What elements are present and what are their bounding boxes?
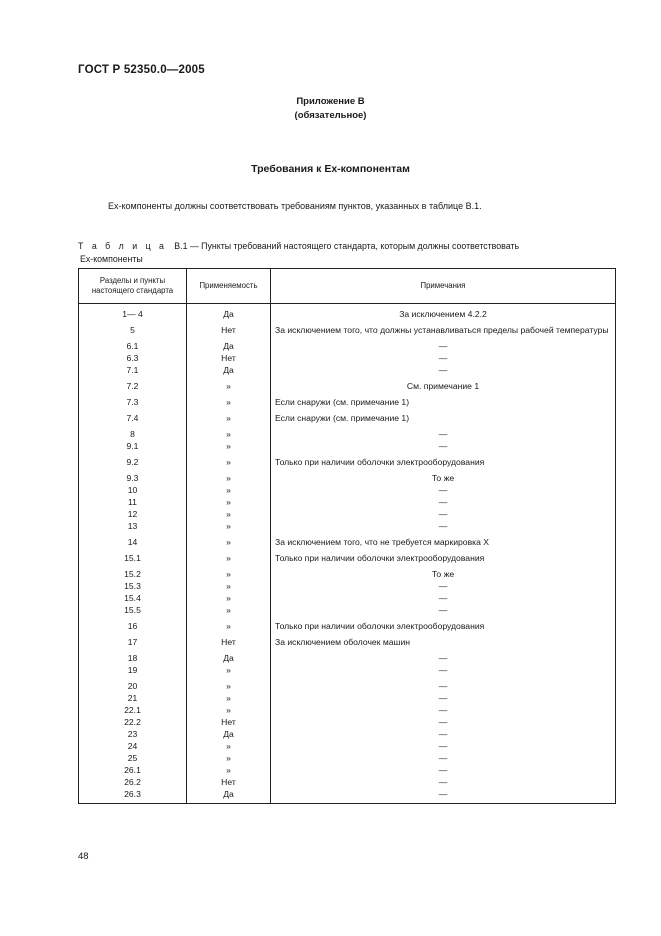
table-row — [79, 497, 616, 509]
column-header-section: Разделы и пункты настоящего стандарта — [79, 269, 187, 304]
cell-applicability: » — [187, 393, 271, 409]
cell-applicability: » — [187, 521, 271, 533]
table-row — [79, 337, 616, 353]
table-row — [79, 485, 616, 497]
cell-note: — — [271, 741, 616, 753]
cell-section: 20 — [79, 677, 187, 693]
cell-section: 7.2 — [79, 377, 187, 393]
requirements-table — [78, 268, 616, 804]
cell-section: 9.2 — [79, 453, 187, 469]
table-row — [79, 353, 616, 365]
cell-note: Только при наличии оболочки электрооборудования — [271, 549, 616, 565]
table-row — [79, 705, 616, 717]
table-caption-text: В.1 — Пункты требований настоящего стандарта, которым должны соответствовать — [174, 241, 520, 251]
table-row — [79, 633, 616, 649]
cell-section: 22.2 — [79, 717, 187, 729]
cell-note: — — [271, 497, 616, 509]
cell-section: 7.1 — [79, 365, 187, 377]
table-row — [79, 741, 616, 753]
cell-note: — — [271, 365, 616, 377]
cell-section: 15.1 — [79, 549, 187, 565]
table-row — [79, 789, 616, 804]
cell-applicability: » — [187, 409, 271, 425]
cell-note: — — [271, 509, 616, 521]
cell-section: 26.1 — [79, 765, 187, 777]
table-caption-label: Т а б л и ц а — [78, 241, 167, 251]
cell-applicability: » — [187, 705, 271, 717]
table-row — [79, 441, 616, 453]
cell-note: — — [271, 677, 616, 693]
cell-section: 18 — [79, 649, 187, 665]
cell-applicability: Нет — [187, 353, 271, 365]
table-row — [79, 521, 616, 533]
cell-applicability: Да — [187, 729, 271, 741]
cell-applicability: » — [187, 497, 271, 509]
cell-section: 11 — [79, 497, 187, 509]
cell-applicability: » — [187, 593, 271, 605]
cell-applicability: » — [187, 377, 271, 393]
cell-applicability: » — [187, 765, 271, 777]
cell-note: За исключением 4.2.2 — [271, 304, 616, 322]
table-row — [79, 677, 616, 693]
page-number: 48 — [78, 851, 89, 862]
cell-applicability: » — [187, 441, 271, 453]
cell-section: 14 — [79, 533, 187, 549]
cell-section: 7.4 — [79, 409, 187, 425]
appendix-status: (обязательное) — [294, 110, 367, 121]
cell-section: 13 — [79, 521, 187, 533]
table-row — [79, 581, 616, 593]
cell-applicability: Да — [187, 304, 271, 322]
table-row — [79, 605, 616, 617]
cell-applicability: » — [187, 677, 271, 693]
cell-section: 15.4 — [79, 593, 187, 605]
cell-section: 21 — [79, 693, 187, 705]
table-row — [79, 665, 616, 677]
table-row — [79, 617, 616, 633]
cell-applicability: Да — [187, 649, 271, 665]
cell-note: Только при наличии оболочки электрооборудования — [271, 617, 616, 633]
cell-note: Если снаружи (см. примечание 1) — [271, 409, 616, 425]
cell-note: Если снаружи (см. примечание 1) — [271, 393, 616, 409]
table-row — [79, 565, 616, 581]
column-header-notes: Примечания — [271, 269, 616, 304]
cell-applicability: » — [187, 549, 271, 565]
table-row — [79, 693, 616, 705]
cell-note: — — [271, 693, 616, 705]
cell-applicability: » — [187, 581, 271, 593]
cell-applicability: Нет — [187, 321, 271, 337]
cell-applicability: » — [187, 469, 271, 485]
table-row — [79, 321, 616, 337]
cell-section: 6.1 — [79, 337, 187, 353]
table-row — [79, 533, 616, 549]
cell-applicability: » — [187, 753, 271, 765]
cell-note: — — [271, 777, 616, 789]
section-title: Требования к Ex-компонентам — [251, 163, 410, 175]
cell-section: 16 — [79, 617, 187, 633]
table-row — [79, 365, 616, 377]
table-row — [79, 593, 616, 605]
cell-note: Только при наличии оболочки электрооборудования — [271, 453, 616, 469]
cell-note: — — [271, 337, 616, 353]
cell-applicability: » — [187, 617, 271, 633]
cell-note: — — [271, 753, 616, 765]
cell-note: — — [271, 521, 616, 533]
cell-applicability: » — [187, 509, 271, 521]
table-row — [79, 469, 616, 485]
cell-applicability: » — [187, 453, 271, 469]
table-row — [79, 377, 616, 393]
cell-note: — — [271, 353, 616, 365]
table-row — [79, 765, 616, 777]
cell-applicability: Да — [187, 789, 271, 804]
cell-section: 26.3 — [79, 789, 187, 804]
cell-section: 25 — [79, 753, 187, 765]
cell-note: — — [271, 705, 616, 717]
cell-note: — — [271, 729, 616, 741]
cell-note: — — [271, 649, 616, 665]
table-row — [79, 393, 616, 409]
cell-note: — — [271, 765, 616, 777]
cell-section: 23 — [79, 729, 187, 741]
intro-paragraph: Ex-компоненты должны соответствовать требованиям пунктов, указанных в таблице В.1. — [108, 201, 482, 211]
cell-applicability: » — [187, 565, 271, 581]
cell-section: 7.3 — [79, 393, 187, 409]
cell-section: 12 — [79, 509, 187, 521]
cell-section: 1— 4 — [79, 304, 187, 322]
document-header: ГОСТ Р 52350.0—2005 — [78, 64, 205, 76]
appendix-title: Приложение В — [296, 96, 365, 107]
cell-applicability: » — [187, 665, 271, 677]
table-row — [79, 753, 616, 765]
cell-applicability: Нет — [187, 777, 271, 789]
table-header-row — [79, 269, 616, 304]
cell-applicability: » — [187, 741, 271, 753]
cell-note: См. примечание 1 — [271, 377, 616, 393]
cell-note: — — [271, 717, 616, 729]
cell-note: — — [271, 581, 616, 593]
table-row — [79, 509, 616, 521]
cell-note: — — [271, 425, 616, 441]
table-row — [79, 304, 616, 322]
cell-note: — — [271, 665, 616, 677]
cell-section: 15.5 — [79, 605, 187, 617]
cell-section: 15.3 — [79, 581, 187, 593]
table-row — [79, 777, 616, 789]
cell-section: 24 — [79, 741, 187, 753]
table-caption-text-2: Ex-компоненты — [80, 254, 143, 264]
cell-note: За исключением того, что должны устанавливаться пределы рабочей температуры — [271, 321, 616, 337]
table-row — [79, 549, 616, 565]
cell-section: 10 — [79, 485, 187, 497]
cell-applicability: Да — [187, 365, 271, 377]
cell-section: 19 — [79, 665, 187, 677]
cell-applicability: Нет — [187, 633, 271, 649]
cell-section: 9.3 — [79, 469, 187, 485]
table-row — [79, 409, 616, 425]
table-row — [79, 425, 616, 441]
cell-section: 5 — [79, 321, 187, 337]
cell-applicability: » — [187, 485, 271, 497]
cell-section: 9.1 — [79, 441, 187, 453]
column-header-applicability: Применяемость — [187, 269, 271, 304]
table-row — [79, 717, 616, 729]
table-row — [79, 649, 616, 665]
cell-applicability: » — [187, 533, 271, 549]
cell-note: — — [271, 593, 616, 605]
cell-note: За исключением того, что не требуется маркировка X — [271, 533, 616, 549]
cell-note: — — [271, 789, 616, 804]
table-row — [79, 729, 616, 741]
cell-section: 17 — [79, 633, 187, 649]
cell-applicability: Нет — [187, 717, 271, 729]
cell-section: 26.2 — [79, 777, 187, 789]
cell-section: 15.2 — [79, 565, 187, 581]
cell-note: — — [271, 605, 616, 617]
cell-section: 8 — [79, 425, 187, 441]
cell-applicability: » — [187, 605, 271, 617]
cell-note: За исключением оболочек машин — [271, 633, 616, 649]
cell-note: То же — [271, 565, 616, 581]
table-caption — [78, 240, 583, 266]
cell-applicability: » — [187, 693, 271, 705]
cell-note: — — [271, 485, 616, 497]
cell-section: 22.1 — [79, 705, 187, 717]
cell-note: — — [271, 441, 616, 453]
cell-note: То же — [271, 469, 616, 485]
table-row — [79, 453, 616, 469]
cell-applicability: Да — [187, 337, 271, 353]
cell-applicability: » — [187, 425, 271, 441]
cell-section: 6.3 — [79, 353, 187, 365]
